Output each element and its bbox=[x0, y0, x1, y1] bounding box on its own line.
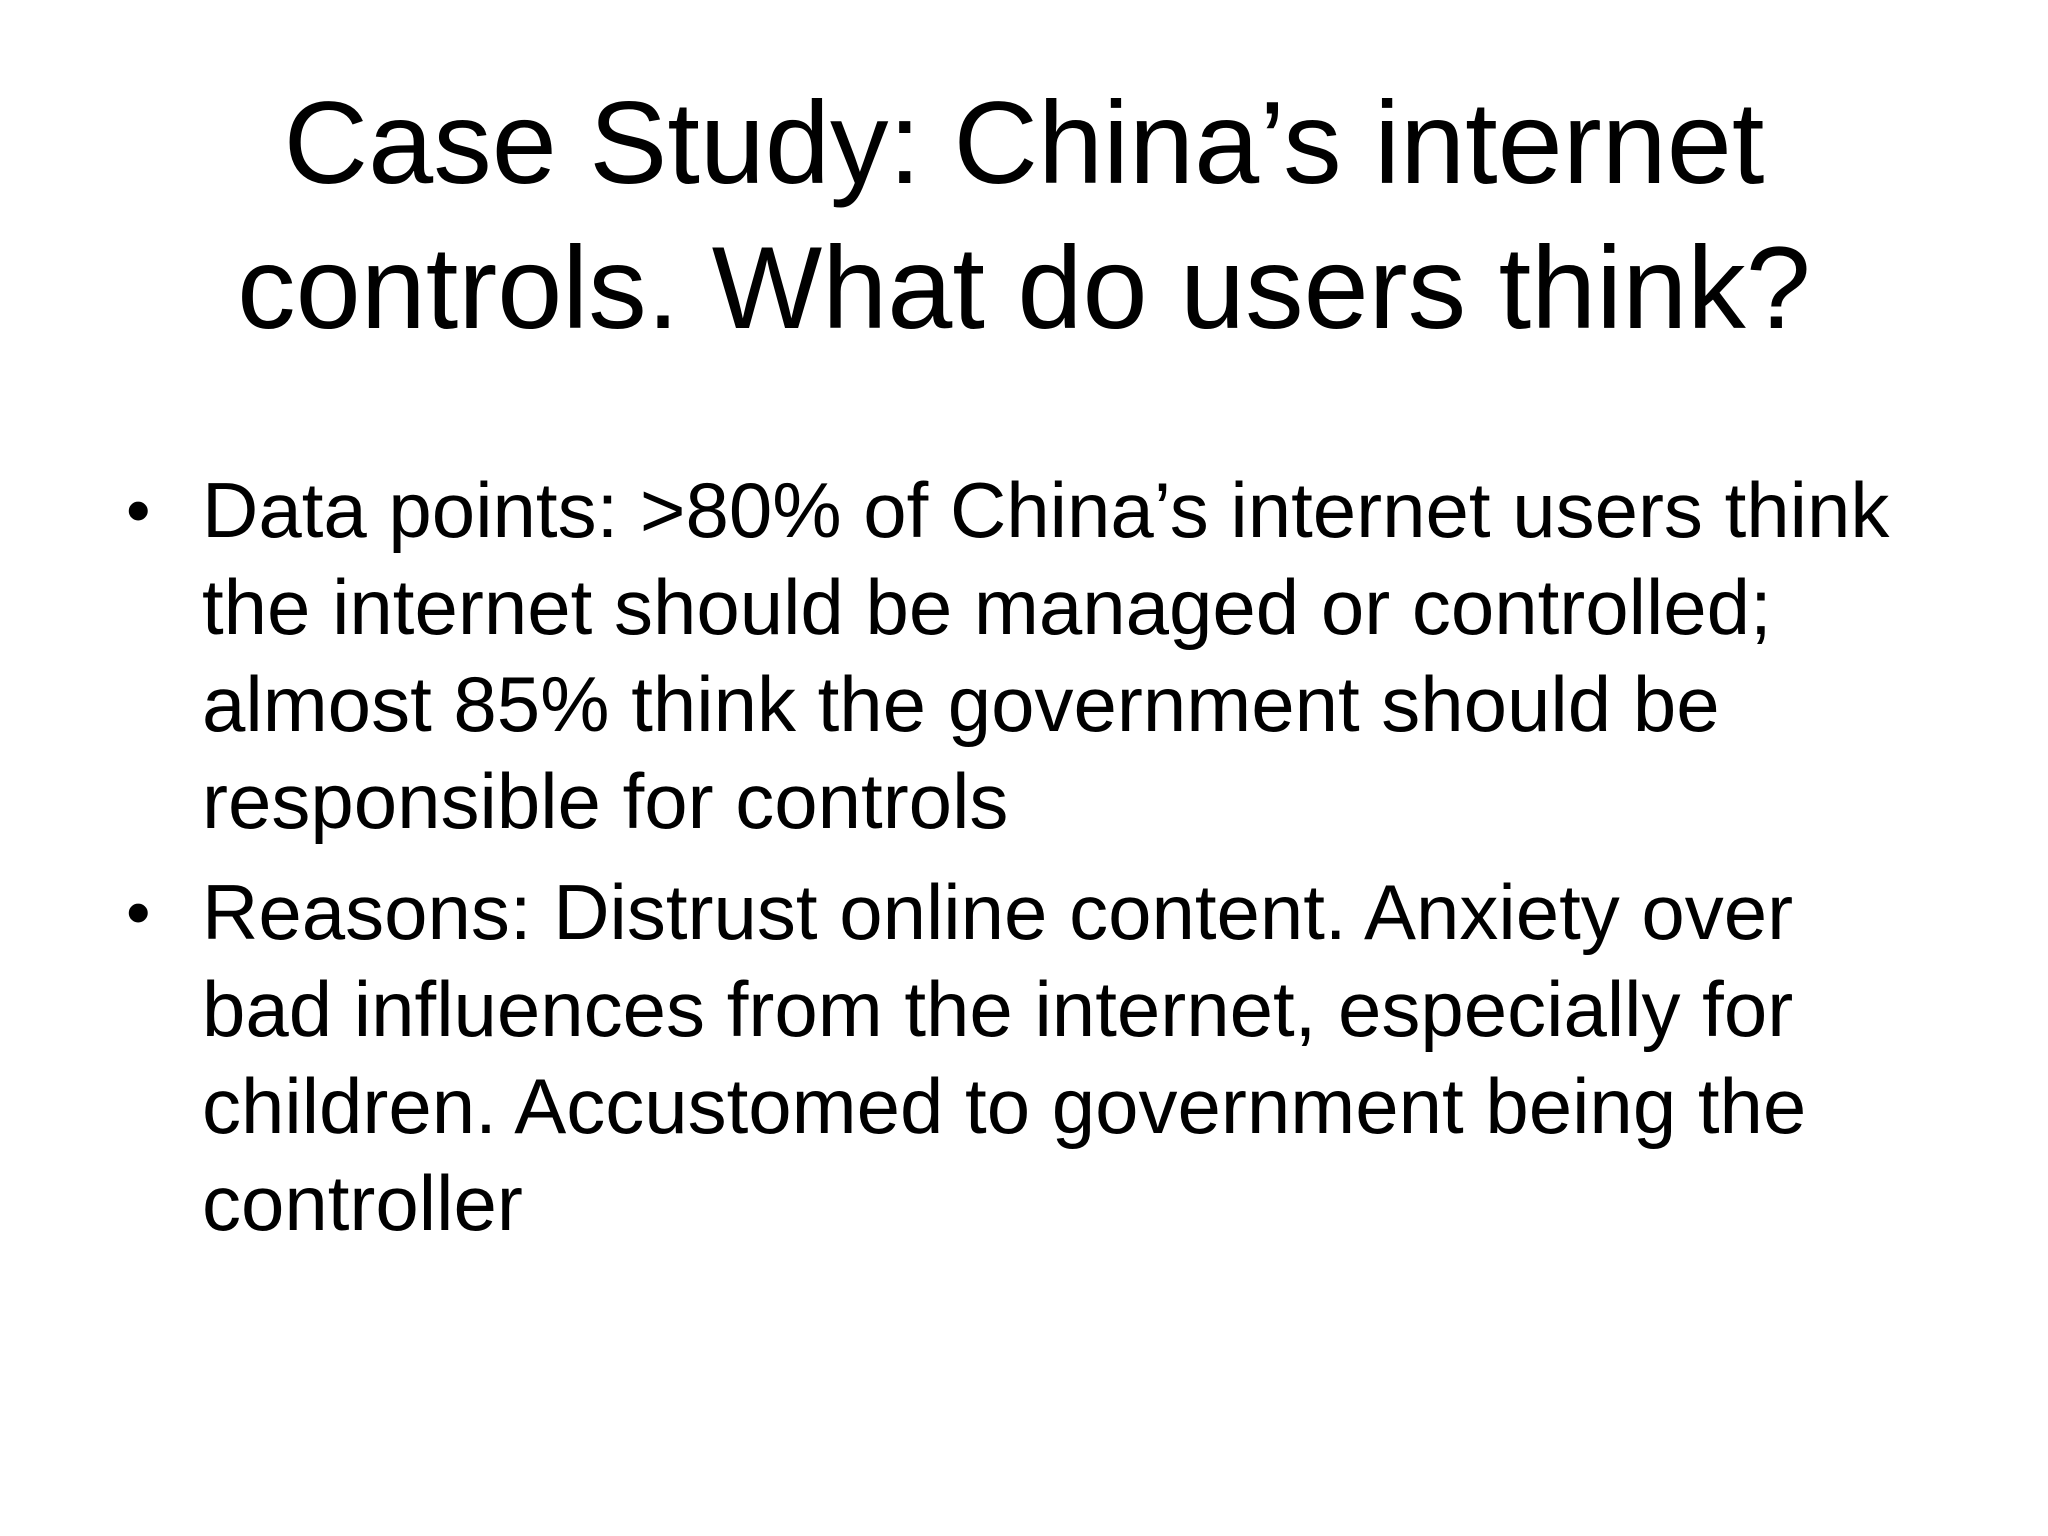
bullet-item-reasons bbox=[120, 864, 1920, 1252]
bullet-list bbox=[120, 462, 1920, 1266]
bullet-text: Reasons: Distrust online content. Anxiety over bad influences from the internet, especially for children. Accustomed to government being the controller bbox=[202, 868, 1807, 1247]
bullet-marker: • bbox=[126, 873, 151, 951]
bullet-item-data-points bbox=[120, 462, 1920, 850]
bullet-text: Data points: >80% of China’s internet users think the internet should be managed or controlled; almost 85% think the government should be responsible for controls bbox=[202, 466, 1890, 845]
bullet-marker: • bbox=[126, 471, 151, 549]
slide-title: Case Study: China’s internet controls. What do users think? bbox=[237, 77, 1811, 353]
